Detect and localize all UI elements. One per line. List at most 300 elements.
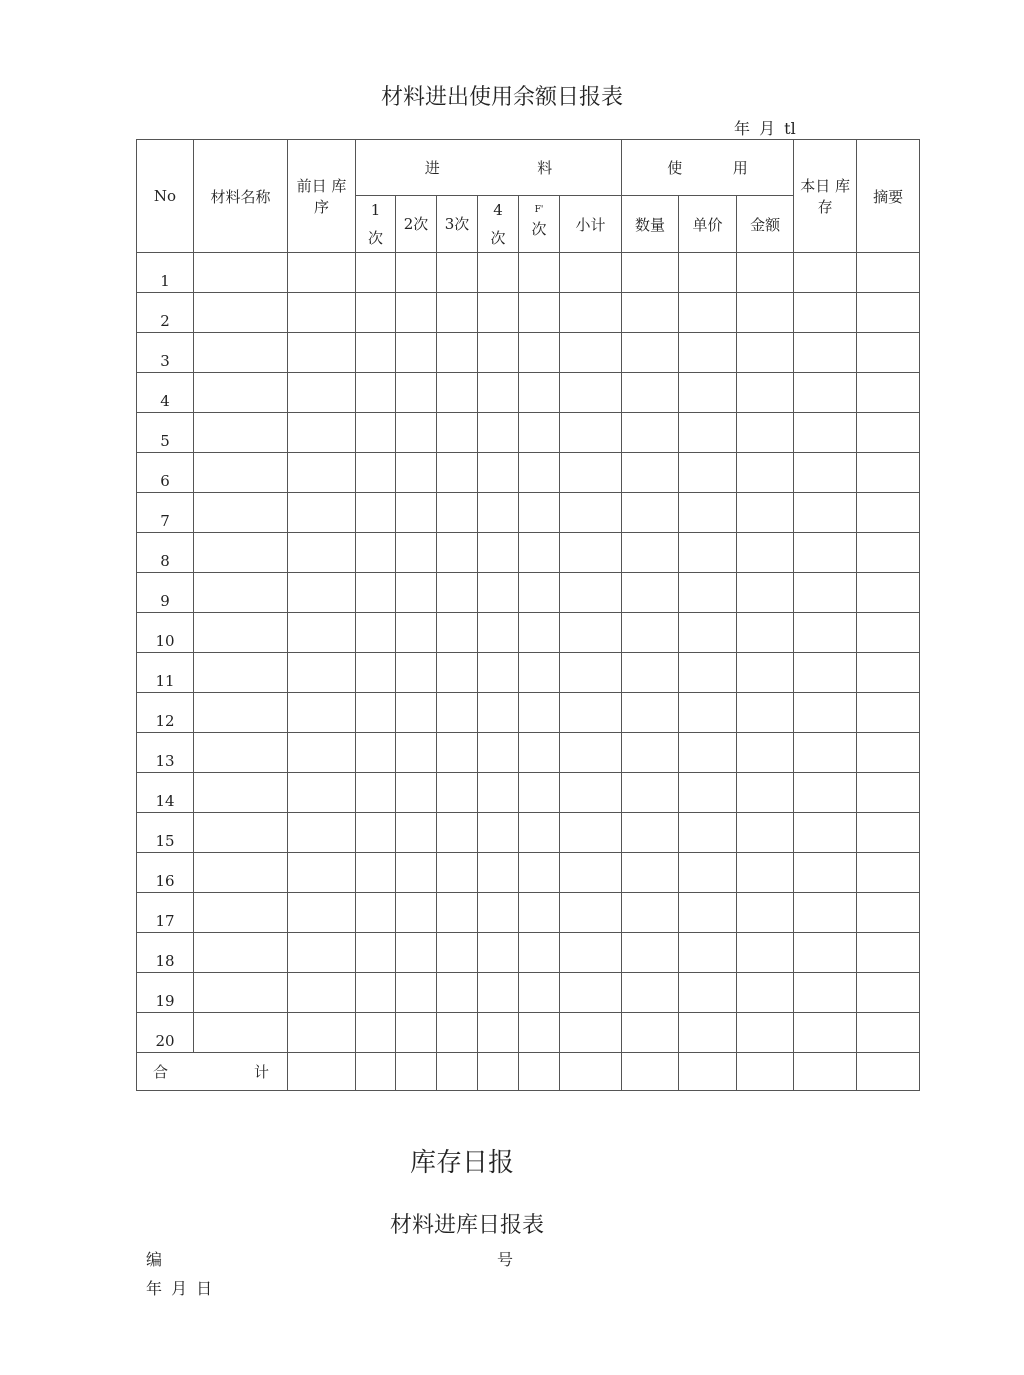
empty-cell[interactable] (519, 333, 560, 373)
empty-cell[interactable] (857, 373, 920, 413)
total-cell[interactable] (622, 1053, 679, 1091)
empty-cell[interactable] (356, 813, 396, 853)
empty-cell[interactable] (396, 453, 437, 493)
empty-cell[interactable] (560, 933, 622, 973)
empty-cell[interactable] (622, 293, 679, 333)
empty-cell[interactable] (737, 613, 794, 653)
empty-cell[interactable] (622, 533, 679, 573)
empty-cell[interactable] (737, 453, 794, 493)
empty-cell[interactable] (288, 613, 356, 653)
empty-cell[interactable] (794, 773, 857, 813)
empty-cell[interactable] (396, 373, 437, 413)
empty-cell[interactable] (519, 613, 560, 653)
empty-cell[interactable] (396, 973, 437, 1013)
empty-cell[interactable] (396, 733, 437, 773)
empty-cell[interactable] (737, 773, 794, 813)
empty-cell[interactable] (622, 813, 679, 853)
total-cell[interactable] (519, 1053, 560, 1091)
table-row (137, 773, 920, 813)
empty-cell[interactable] (737, 253, 794, 293)
empty-cell[interactable] (560, 293, 622, 333)
row-number-cell: 14 (137, 773, 194, 813)
empty-cell[interactable] (478, 853, 519, 893)
empty-cell[interactable] (356, 693, 396, 733)
empty-cell[interactable] (737, 973, 794, 1013)
empty-cell[interactable] (794, 533, 857, 573)
empty-cell[interactable] (194, 893, 288, 933)
table-row (137, 693, 920, 733)
empty-cell[interactable] (194, 1013, 288, 1053)
empty-cell[interactable] (679, 613, 737, 653)
empty-cell[interactable] (679, 373, 737, 413)
empty-cell[interactable] (679, 973, 737, 1013)
empty-cell[interactable] (857, 573, 920, 613)
empty-cell[interactable] (737, 653, 794, 693)
empty-cell[interactable] (519, 853, 560, 893)
empty-cell[interactable] (519, 413, 560, 453)
table-row (137, 653, 920, 693)
empty-cell[interactable] (519, 813, 560, 853)
empty-cell[interactable] (396, 893, 437, 933)
empty-cell[interactable] (622, 613, 679, 653)
empty-cell[interactable] (194, 813, 288, 853)
empty-cell[interactable] (857, 813, 920, 853)
empty-cell[interactable] (437, 533, 478, 573)
empty-cell[interactable] (288, 413, 356, 453)
empty-cell[interactable] (288, 293, 356, 333)
empty-cell[interactable] (519, 693, 560, 733)
empty-cell[interactable] (519, 653, 560, 693)
empty-cell[interactable] (194, 453, 288, 493)
empty-cell[interactable] (478, 613, 519, 653)
empty-cell[interactable] (194, 493, 288, 533)
empty-cell[interactable] (560, 853, 622, 893)
empty-cell[interactable] (437, 333, 478, 373)
empty-cell[interactable] (560, 333, 622, 373)
table-row (137, 733, 920, 773)
empty-cell[interactable] (288, 453, 356, 493)
empty-cell[interactable] (478, 653, 519, 693)
empty-cell[interactable] (519, 453, 560, 493)
empty-cell[interactable] (679, 853, 737, 893)
empty-cell[interactable] (288, 813, 356, 853)
empty-cell[interactable] (356, 413, 396, 453)
empty-cell[interactable] (857, 533, 920, 573)
empty-cell[interactable] (437, 573, 478, 613)
empty-cell[interactable] (794, 373, 857, 413)
empty-cell[interactable] (288, 573, 356, 613)
empty-cell[interactable] (737, 573, 794, 613)
empty-cell[interactable] (679, 293, 737, 333)
header-amount: 金额 (737, 196, 794, 253)
empty-cell[interactable] (679, 773, 737, 813)
empty-cell[interactable] (622, 693, 679, 733)
empty-cell[interactable] (519, 773, 560, 813)
empty-cell[interactable] (679, 493, 737, 533)
empty-cell[interactable] (478, 453, 519, 493)
empty-cell[interactable] (437, 453, 478, 493)
empty-cell[interactable] (857, 893, 920, 933)
empty-cell[interactable] (478, 933, 519, 973)
empty-cell[interactable] (396, 653, 437, 693)
empty-cell[interactable] (679, 813, 737, 853)
empty-cell[interactable] (560, 773, 622, 813)
empty-cell[interactable] (679, 653, 737, 693)
empty-cell[interactable] (288, 653, 356, 693)
total-cell[interactable] (437, 1053, 478, 1091)
empty-cell[interactable] (396, 493, 437, 533)
table-row (137, 853, 920, 893)
empty-cell[interactable] (194, 933, 288, 973)
empty-cell[interactable] (288, 333, 356, 373)
empty-cell[interactable] (560, 413, 622, 453)
empty-cell[interactable] (356, 533, 396, 573)
empty-cell[interactable] (437, 893, 478, 933)
empty-cell[interactable] (437, 613, 478, 653)
empty-cell[interactable] (519, 933, 560, 973)
table-row (137, 453, 920, 493)
row-number-cell: 3 (137, 333, 194, 373)
empty-cell[interactable] (288, 1013, 356, 1053)
empty-cell[interactable] (288, 693, 356, 733)
empty-cell[interactable] (857, 333, 920, 373)
empty-cell[interactable] (622, 773, 679, 813)
empty-cell[interactable] (737, 933, 794, 973)
empty-cell[interactable] (194, 733, 288, 773)
empty-cell[interactable] (437, 733, 478, 773)
empty-cell[interactable] (519, 253, 560, 293)
empty-cell[interactable] (857, 733, 920, 773)
total-label-left: 合 (153, 1063, 169, 1081)
empty-cell[interactable] (560, 1013, 622, 1053)
empty-cell[interactable] (478, 733, 519, 773)
empty-cell[interactable] (622, 253, 679, 293)
empty-cell[interactable] (679, 333, 737, 373)
empty-cell[interactable] (857, 493, 920, 533)
empty-cell[interactable] (737, 333, 794, 373)
empty-cell[interactable] (794, 333, 857, 373)
empty-cell[interactable] (519, 293, 560, 333)
empty-cell[interactable] (679, 253, 737, 293)
empty-cell[interactable] (857, 253, 920, 293)
empty-cell[interactable] (396, 613, 437, 653)
table-row (137, 893, 920, 933)
empty-cell[interactable] (478, 973, 519, 1013)
table-row (137, 293, 920, 333)
empty-cell[interactable] (194, 853, 288, 893)
empty-cell[interactable] (437, 933, 478, 973)
empty-cell[interactable] (679, 533, 737, 573)
empty-cell[interactable] (194, 533, 288, 573)
empty-cell[interactable] (857, 293, 920, 333)
empty-cell[interactable] (356, 453, 396, 493)
empty-cell[interactable] (288, 533, 356, 573)
empty-cell[interactable] (478, 693, 519, 733)
empty-cell[interactable] (857, 413, 920, 453)
empty-cell[interactable] (356, 333, 396, 373)
empty-cell[interactable] (396, 333, 437, 373)
table-row (137, 493, 920, 533)
empty-cell[interactable] (857, 973, 920, 1013)
empty-cell[interactable] (478, 1013, 519, 1053)
empty-cell[interactable] (356, 893, 396, 933)
empty-cell[interactable] (857, 613, 920, 653)
total-cell[interactable] (857, 1053, 920, 1091)
total-cell[interactable] (396, 1053, 437, 1091)
empty-cell[interactable] (437, 253, 478, 293)
empty-cell[interactable] (794, 693, 857, 733)
row-number-cell: 9 (137, 573, 194, 613)
empty-cell[interactable] (437, 813, 478, 853)
empty-cell[interactable] (288, 253, 356, 293)
empty-cell[interactable] (288, 493, 356, 533)
empty-cell[interactable] (560, 813, 622, 853)
empty-cell[interactable] (396, 933, 437, 973)
empty-cell[interactable] (396, 693, 437, 733)
empty-cell[interactable] (288, 853, 356, 893)
total-cell[interactable] (679, 1053, 737, 1091)
empty-cell[interactable] (794, 813, 857, 853)
empty-cell[interactable] (560, 733, 622, 773)
empty-cell[interactable] (794, 933, 857, 973)
empty-cell[interactable] (622, 653, 679, 693)
row-number-cell: 4 (137, 373, 194, 413)
empty-cell[interactable] (857, 853, 920, 893)
empty-cell[interactable] (396, 533, 437, 573)
empty-cell[interactable] (396, 773, 437, 813)
empty-cell[interactable] (356, 973, 396, 1013)
empty-cell[interactable] (478, 373, 519, 413)
empty-cell[interactable] (519, 973, 560, 1013)
row-number-cell: 17 (137, 893, 194, 933)
empty-cell[interactable] (519, 373, 560, 413)
empty-cell[interactable] (478, 413, 519, 453)
empty-cell[interactable] (737, 373, 794, 413)
empty-cell[interactable] (356, 933, 396, 973)
empty-cell[interactable] (794, 893, 857, 933)
empty-cell[interactable] (396, 853, 437, 893)
code-label-left: 编 (146, 1250, 163, 1269)
header-times-1: 1 次 (356, 196, 396, 253)
empty-cell[interactable] (737, 293, 794, 333)
empty-cell[interactable] (519, 533, 560, 573)
header-incoming: 进 料 (356, 140, 622, 196)
empty-cell[interactable] (519, 493, 560, 533)
empty-cell[interactable] (737, 733, 794, 773)
empty-cell[interactable] (737, 853, 794, 893)
empty-cell[interactable] (194, 573, 288, 613)
empty-cell[interactable] (437, 293, 478, 333)
empty-cell[interactable] (794, 733, 857, 773)
empty-cell[interactable] (356, 733, 396, 773)
empty-cell[interactable] (560, 453, 622, 493)
empty-cell[interactable] (478, 333, 519, 373)
empty-cell[interactable] (194, 773, 288, 813)
empty-cell[interactable] (519, 1013, 560, 1053)
empty-cell[interactable] (737, 533, 794, 573)
empty-cell[interactable] (356, 613, 396, 653)
empty-cell[interactable] (437, 373, 478, 413)
empty-cell[interactable] (857, 693, 920, 733)
empty-cell[interactable] (737, 1013, 794, 1053)
empty-cell[interactable] (560, 533, 622, 573)
empty-cell[interactable] (519, 573, 560, 613)
empty-cell[interactable] (396, 1013, 437, 1053)
empty-cell[interactable] (560, 573, 622, 613)
empty-cell[interactable] (478, 533, 519, 573)
empty-cell[interactable] (622, 893, 679, 933)
empty-cell[interactable] (679, 693, 737, 733)
empty-cell[interactable] (857, 453, 920, 493)
empty-cell[interactable] (857, 773, 920, 813)
total-cell[interactable] (356, 1053, 396, 1091)
empty-cell[interactable] (560, 253, 622, 293)
empty-cell[interactable] (356, 1013, 396, 1053)
empty-cell[interactable] (622, 933, 679, 973)
empty-cell[interactable] (478, 253, 519, 293)
empty-cell[interactable] (396, 573, 437, 613)
empty-cell[interactable] (794, 453, 857, 493)
empty-cell[interactable] (622, 1013, 679, 1053)
empty-cell[interactable] (794, 653, 857, 693)
empty-cell[interactable] (679, 733, 737, 773)
empty-cell[interactable] (396, 293, 437, 333)
empty-cell[interactable] (437, 973, 478, 1013)
header-times-4: 4 次 (478, 196, 519, 253)
empty-cell[interactable] (478, 573, 519, 613)
empty-cell[interactable] (437, 653, 478, 693)
empty-cell[interactable] (194, 693, 288, 733)
empty-cell[interactable] (519, 893, 560, 933)
empty-cell[interactable] (679, 453, 737, 493)
empty-cell[interactable] (794, 1013, 857, 1053)
empty-cell[interactable] (560, 973, 622, 1013)
empty-cell[interactable] (288, 733, 356, 773)
empty-cell[interactable] (288, 973, 356, 1013)
empty-cell[interactable] (396, 413, 437, 453)
total-cell[interactable] (478, 1053, 519, 1091)
empty-cell[interactable] (794, 253, 857, 293)
empty-cell[interactable] (194, 333, 288, 373)
empty-cell[interactable] (679, 893, 737, 933)
empty-cell[interactable] (560, 493, 622, 533)
empty-cell[interactable] (679, 1013, 737, 1053)
empty-cell[interactable] (437, 493, 478, 533)
total-cell[interactable] (794, 1053, 857, 1091)
total-cell[interactable] (560, 1053, 622, 1091)
empty-cell[interactable] (194, 973, 288, 1013)
empty-cell[interactable] (794, 293, 857, 333)
empty-cell[interactable] (737, 693, 794, 733)
total-cell[interactable] (737, 1053, 794, 1091)
empty-cell[interactable] (478, 773, 519, 813)
empty-cell[interactable] (194, 613, 288, 653)
empty-cell[interactable] (622, 453, 679, 493)
empty-cell[interactable] (396, 253, 437, 293)
empty-cell[interactable] (396, 813, 437, 853)
empty-cell[interactable] (560, 373, 622, 413)
empty-cell[interactable] (356, 373, 396, 413)
empty-cell[interactable] (356, 573, 396, 613)
table-row (137, 613, 920, 653)
empty-cell[interactable] (622, 373, 679, 413)
empty-cell[interactable] (288, 933, 356, 973)
empty-cell[interactable] (622, 493, 679, 533)
table-row (137, 573, 920, 613)
row-number-cell: 12 (137, 693, 194, 733)
empty-cell[interactable] (478, 813, 519, 853)
empty-cell[interactable] (794, 493, 857, 533)
empty-cell[interactable] (437, 413, 478, 453)
empty-cell[interactable] (478, 293, 519, 333)
empty-cell[interactable] (356, 293, 396, 333)
empty-cell[interactable] (356, 773, 396, 813)
empty-cell[interactable] (194, 413, 288, 453)
empty-cell[interactable] (356, 653, 396, 693)
empty-cell[interactable] (478, 893, 519, 933)
empty-cell[interactable] (622, 853, 679, 893)
empty-cell[interactable] (194, 373, 288, 413)
empty-cell[interactable] (622, 973, 679, 1013)
empty-cell[interactable] (437, 693, 478, 733)
empty-cell[interactable] (560, 693, 622, 733)
empty-cell[interactable] (194, 293, 288, 333)
empty-cell[interactable] (622, 333, 679, 373)
empty-cell[interactable] (622, 573, 679, 613)
empty-cell[interactable] (679, 933, 737, 973)
total-cell[interactable] (288, 1053, 356, 1091)
empty-cell[interactable] (560, 613, 622, 653)
empty-cell[interactable] (737, 493, 794, 533)
header-summary: 摘要 (857, 140, 920, 253)
empty-cell[interactable] (519, 733, 560, 773)
empty-cell[interactable] (560, 653, 622, 693)
empty-cell[interactable] (288, 373, 356, 413)
empty-cell[interactable] (622, 733, 679, 773)
empty-cell[interactable] (737, 893, 794, 933)
empty-cell[interactable] (356, 253, 396, 293)
empty-cell[interactable] (437, 773, 478, 813)
empty-cell[interactable] (737, 813, 794, 853)
header-prev-stock: 前日 库序 (288, 140, 356, 253)
total-label-cell (137, 1053, 288, 1091)
empty-cell[interactable] (437, 1013, 478, 1053)
empty-cell[interactable] (478, 493, 519, 533)
row-number-cell: 20 (137, 1013, 194, 1053)
empty-cell[interactable] (356, 493, 396, 533)
empty-cell[interactable] (794, 573, 857, 613)
empty-cell[interactable] (288, 893, 356, 933)
empty-cell[interactable] (679, 413, 737, 453)
empty-cell[interactable] (194, 253, 288, 293)
header-no: No (137, 140, 194, 253)
empty-cell[interactable] (857, 1013, 920, 1053)
empty-cell[interactable] (194, 653, 288, 693)
empty-cell[interactable] (288, 773, 356, 813)
empty-cell[interactable] (560, 893, 622, 933)
empty-cell[interactable] (857, 653, 920, 693)
empty-cell[interactable] (857, 933, 920, 973)
empty-cell[interactable] (737, 413, 794, 453)
empty-cell[interactable] (794, 413, 857, 453)
empty-cell[interactable] (679, 573, 737, 613)
empty-cell[interactable] (794, 853, 857, 893)
empty-cell[interactable] (437, 853, 478, 893)
empty-cell[interactable] (794, 613, 857, 653)
empty-cell[interactable] (794, 973, 857, 1013)
empty-cell[interactable] (622, 413, 679, 453)
empty-cell[interactable] (356, 853, 396, 893)
